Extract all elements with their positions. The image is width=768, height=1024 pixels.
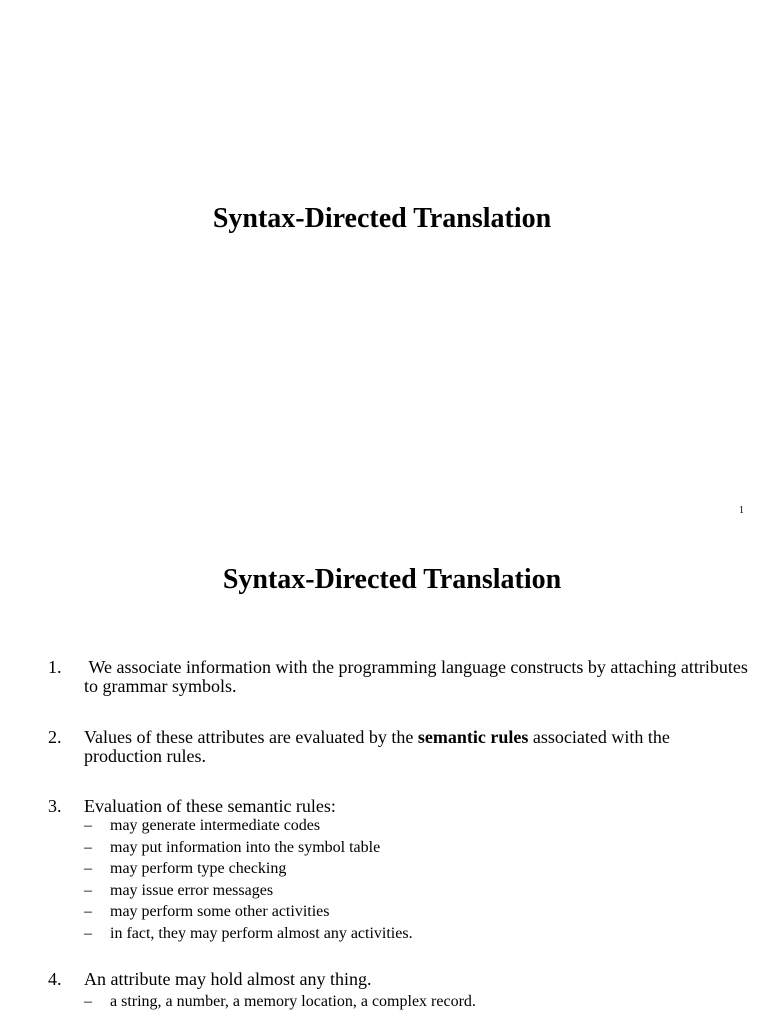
sub-item-text: may issue error messages <box>110 882 274 899</box>
dash-bullet: – <box>84 925 92 942</box>
sub-item-text: a string, a number, a memory location, a complex record. <box>110 993 476 1010</box>
list-item-text <box>84 728 748 766</box>
dash-bullet: – <box>84 860 92 877</box>
dash-bullet: – <box>84 993 92 1010</box>
slide-2-title: Syntax-Directed Translation <box>222 564 562 595</box>
list-item-text: Evaluation of these semantic rules: <box>84 796 336 816</box>
slide-1-title: Syntax-Directed Translation <box>212 203 552 234</box>
dash-bullet: – <box>84 903 92 920</box>
dash-bullet: – <box>84 882 92 899</box>
page-number: 1 <box>739 505 744 516</box>
sub-item-text: in fact, they may perform almost any activities. <box>110 925 413 942</box>
list-item-number: 1. <box>48 657 62 677</box>
dash-bullet: – <box>84 817 92 834</box>
list-item-number: 2. <box>48 727 62 747</box>
list-item-text-part: associated with the production rules. <box>84 727 670 766</box>
dash-bullet: – <box>84 839 92 856</box>
sub-item-text: may perform some other activities <box>110 903 330 920</box>
list-item-number: 4. <box>48 969 62 989</box>
list-item-number: 3. <box>48 796 62 816</box>
list-item-text-part: Values of these attributes are evaluated by the <box>84 727 418 747</box>
sub-item-text: may perform type checking <box>110 860 287 877</box>
slide-2 <box>0 520 768 1024</box>
list-item-text: We associate information with the programming language constructs by attaching attributes to grammar symbols. <box>84 657 748 696</box>
semantic-rules-term: semantic rules <box>417 727 529 747</box>
sub-item-text: may generate intermediate codes <box>110 817 321 834</box>
sub-item-text: may put information into the symbol table <box>110 839 381 856</box>
list-item-text: An attribute may hold almost any thing. <box>84 969 372 989</box>
